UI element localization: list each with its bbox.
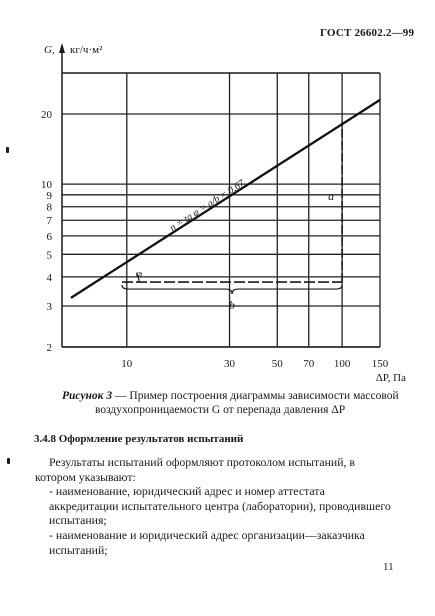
x-tick-label: 70 [303, 358, 315, 370]
figure-caption-line1: — Пример построения диаграммы зависимости массовой [112, 390, 399, 402]
x-tick-label: 10 [121, 358, 133, 370]
y-tick-label: 6 [46, 230, 52, 243]
y-tick-label: 2 [46, 342, 52, 354]
y-tick-label: 4 [46, 271, 52, 284]
y-tick-label: 7 [46, 215, 52, 228]
standard-header: ГОСТ 26602.2—99 [320, 27, 415, 39]
figure-caption [62, 389, 402, 417]
x-tick-label: 150 [371, 358, 389, 370]
series-line-label: n = tg φ = a/b = 0,67 [167, 177, 247, 234]
angle-label: φ [136, 268, 143, 281]
y-tick-label: 20 [41, 109, 52, 122]
y-tick-label: 8 [46, 201, 52, 214]
margin-mark-bottom [7, 458, 10, 464]
body-text [35, 455, 397, 557]
chart-grid [62, 73, 380, 347]
list-item: - наименование и юридический адрес организации—заказчика испытаний; [49, 527, 365, 557]
x-tick-label: 100 [333, 358, 351, 370]
x-tick-label: 30 [224, 358, 236, 370]
y-tick-label: 10 [41, 179, 52, 192]
paragraph: Результаты испытаний оформляют протоколом испытаний, в котором указывают: [35, 455, 356, 484]
x-axis-label: ΔP, Па [375, 372, 406, 384]
page-number: 11 [383, 561, 394, 573]
section-heading: 3.4.8 Оформление результатов испытаний [34, 433, 244, 445]
leg-b-label: b [229, 298, 236, 313]
y-axis-arrow-icon [59, 43, 65, 53]
y-tick-label: 9 [46, 189, 52, 202]
leg-a-label: a [328, 188, 335, 203]
figure-label: Рисунок 3 [62, 390, 113, 402]
chart-labels [41, 44, 406, 384]
y-tick-label: 3 [46, 300, 52, 313]
y-tick-label: 5 [46, 249, 52, 262]
y-axis-label: G, [44, 44, 55, 56]
figure-caption-line2: воздухопроницаемости G от перепада давления ΔP [95, 404, 346, 416]
list-item: - наименование, юридический адрес и номер аттестата аккредитации испытательного центра (лаборатории), проводившего испытания; [49, 484, 391, 528]
x-tick-label: 50 [271, 358, 283, 370]
y-axis-unit: кг/ч·м² [70, 44, 103, 56]
